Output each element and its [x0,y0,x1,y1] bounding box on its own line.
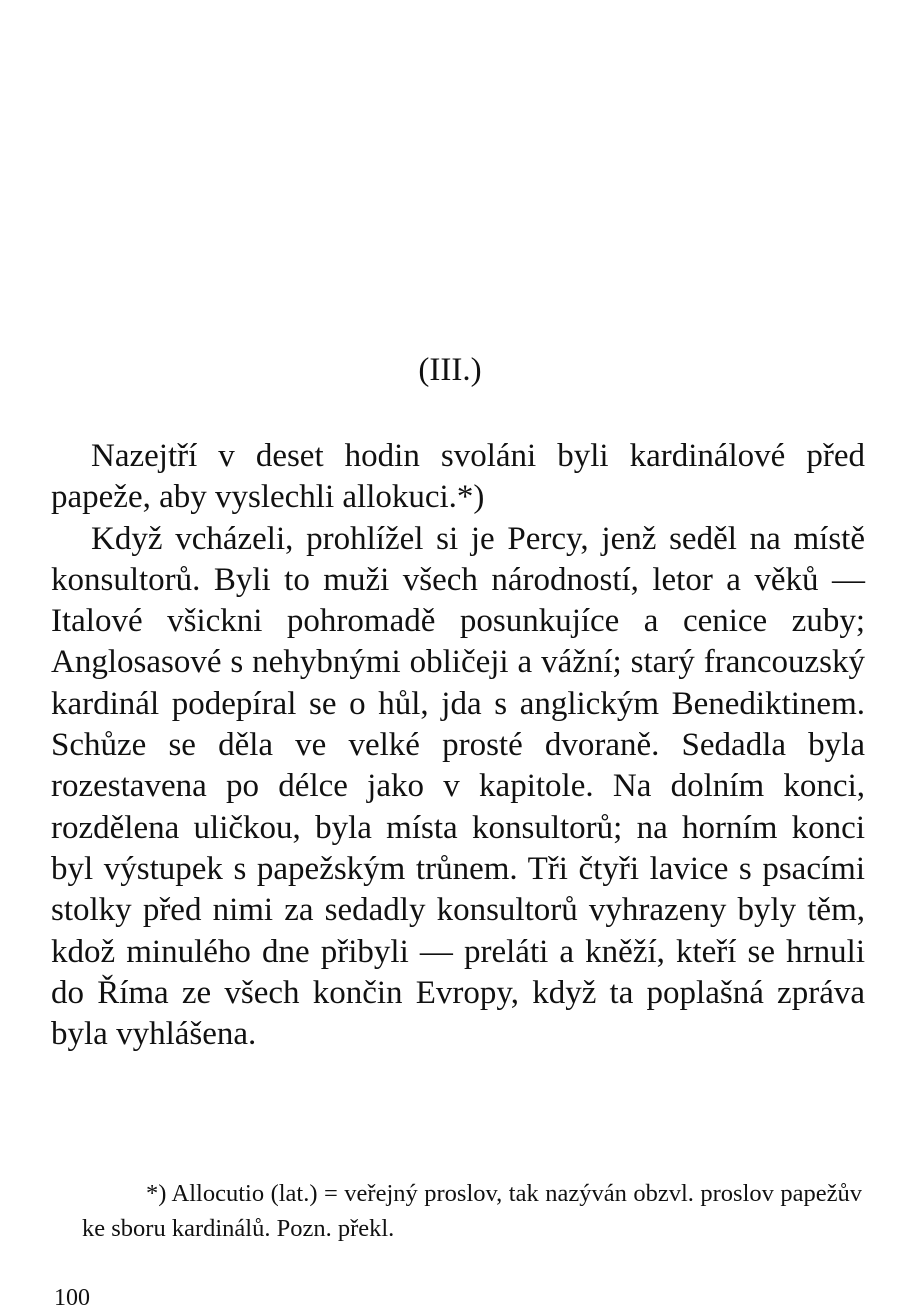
footnote: *) Allocutio (lat.) = veřejný proslov, tak nazýván obzvl. proslov papežův ke sboru kardinálů. Pozn. překl. [82,1180,862,1242]
paragraph-1: Nazejtří v deset hodin svoláni byli kardinálové před papeže, aby vyslechli allokuci.*) [51,438,865,516]
main-text [51,436,865,1055]
paragraph-2: Když vcházeli, prohlížel si je Percy, jenž seděl na místě konsultorů. Byli to muži všech národností, letor a věků — Italové všickni pohromadě posunkujíce a cenice zuby; Anglosasové s nehybnými obličeji a vážní; starý francouzský kardinál podepíral se o hůl, jda s anglickým Benediktinem. Schůze se děla ve velké prosté dvoraně. Sedadla byla rozestavena po délce jako v kapitole. Na dolním konci, rozdělena uličkou, byla místa konsultorů; na horním konci byl výstupek s papežským trůnem. Tři čtyři lavice s psacími stolky před nimi za sedadly konsultorů vyhrazeny byly těm, kdož minulého dne přibyli — preláti a kněží, kteří se hrnuli do Říma ze všech končin Evropy, když ta poplašná zpráva byla vyhlášena. [51,520,865,1053]
chapter-heading: (III.) [418,352,482,388]
page-number: 100 [54,1285,90,1311]
